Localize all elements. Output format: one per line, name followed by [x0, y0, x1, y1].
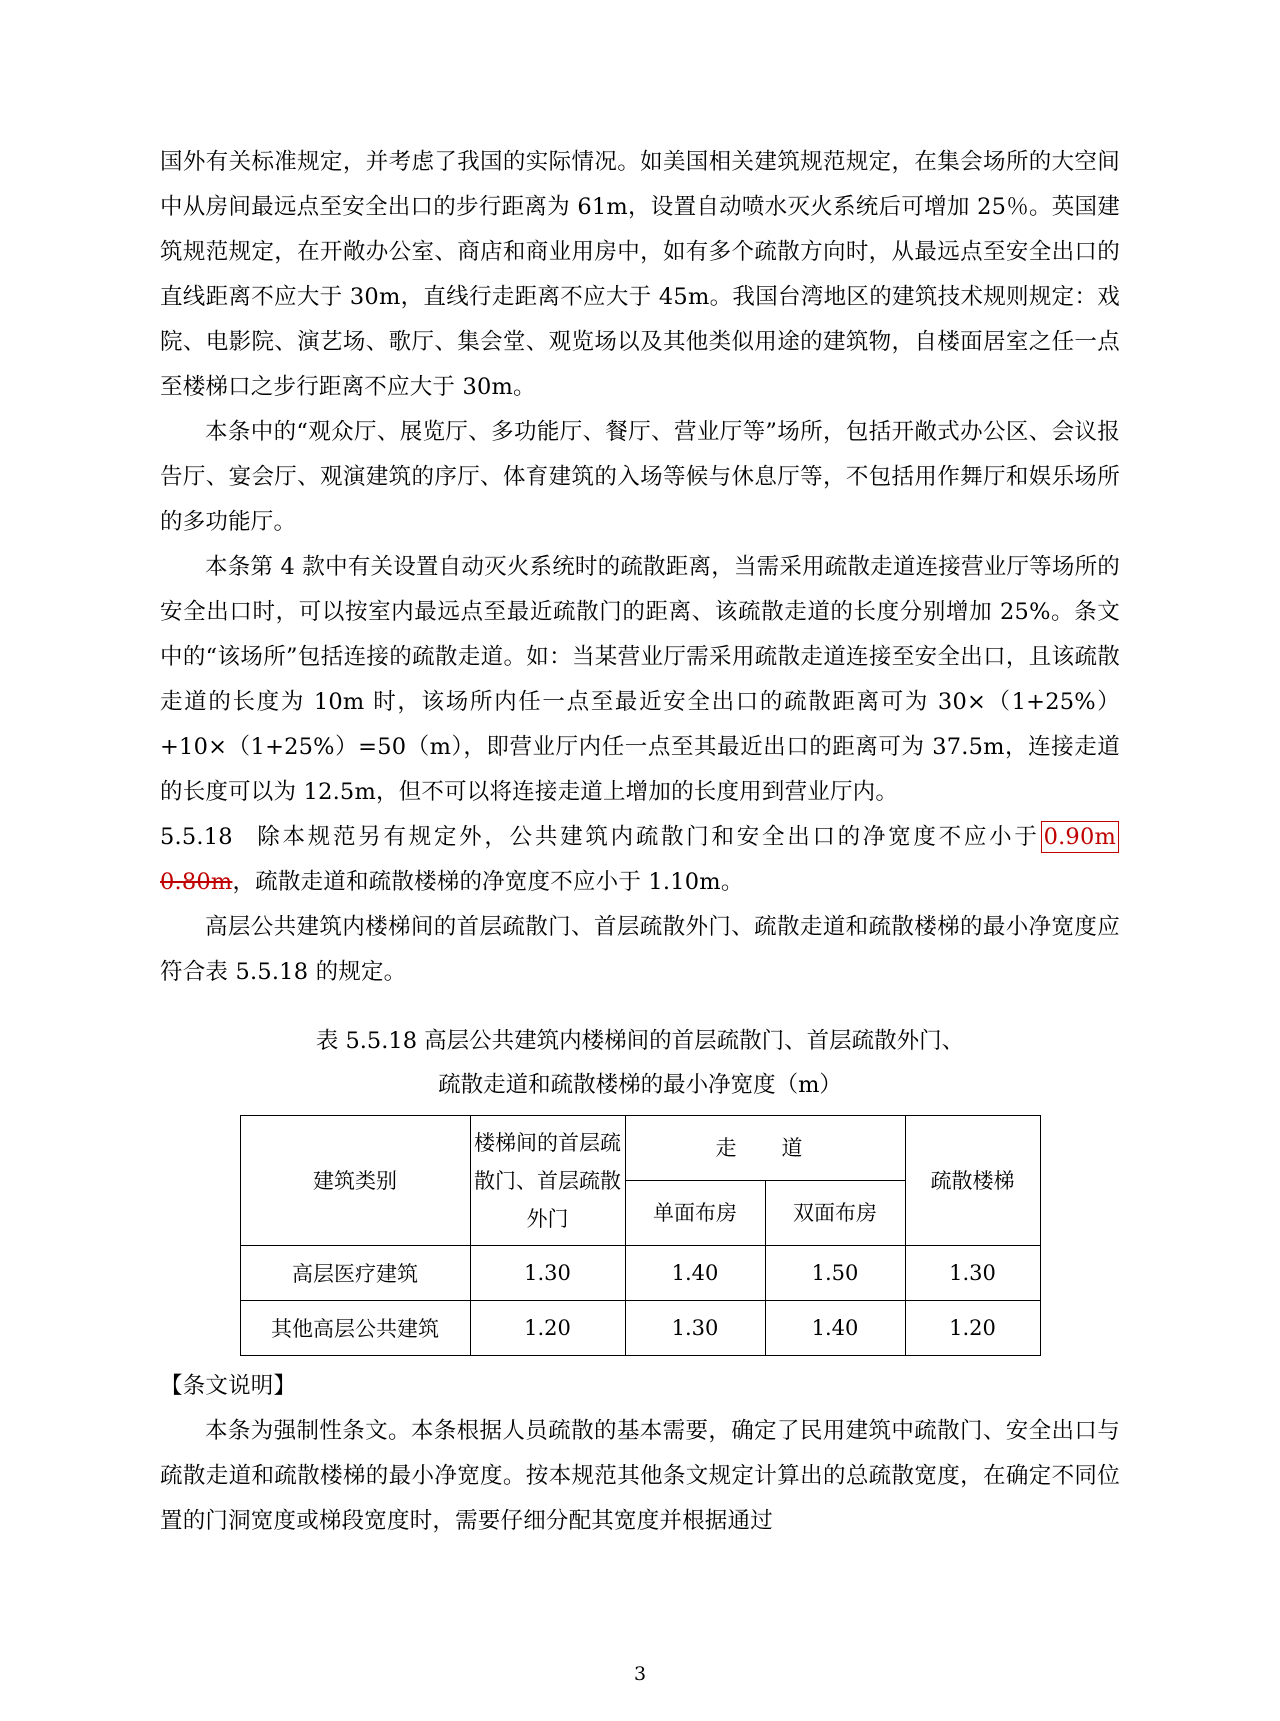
table-header-row-1: [240, 1116, 1040, 1181]
table-row: [240, 1301, 1040, 1356]
clause-5-5-18: [160, 815, 1120, 905]
row-value: 1.40: [765, 1301, 905, 1356]
clause-revised-value: 0.90m: [1041, 821, 1119, 853]
paragraph-1: 国外有关标准规定，并考虑了我国的实际情况。如美国相关建筑规范规定，在集会场所的大空间中从房间最远点至安全出口的步行距离为 61m，设置自动喷水灭火系统后可增加 25％。英国建筑规范规定，在开敞办公室、商店和商业用房中，如有多个疏散方向时，从最远点至安全出口的直线距离不应大于 30m，直线行走距离不应大于 45m。我国台湾地区的建筑技术规则规定：戏院、电影院、演艺场、歌厅、集会堂、观览场以及其他类似用途的建筑物，自楼面居室之任一点至楼梯口之步行距离不应大于 30m。: [160, 149, 1120, 400]
paragraph-2: 本条中的“观众厅、展览厅、多功能厅、餐厅、营业厅等”场所，包括开敞式办公区、会议报告厅、宴会厅、观演建筑的序厅、体育建筑的入场等候与休息厅等，不包括用作舞厅和娱乐场所的多功能厅。: [160, 419, 1120, 535]
table-title-line-2: 疏散走道和疏散楼梯的最小净宽度（m）: [438, 1072, 842, 1098]
header-single-side-rooms: 单面布房: [625, 1181, 765, 1246]
clause-text-before: 除本规范另有规定外，公共建筑内疏散门和安全出口的净宽度不应小于: [254, 824, 1040, 850]
row-value: 1.30: [470, 1246, 625, 1301]
header-double-side-rooms: 双面布房: [765, 1181, 905, 1246]
paragraph-3: 本条第 4 款中有关设置自动灭火系统时的疏散距离，当需采用疏散走道连接营业厅等场所的安全出口时，可以按室内最远点至最近疏散门的距离、该疏散走道的长度分别增加 25%。条文中的“该场所”包括连接的疏散走道。如：当某营业厅需采用疏散走道连接至安全出口，且该疏散走道的长度为 10m 时，该场所内任一点至最近安全出口的疏散距离可为 30×（1+25%）+10×（1+25%）=50（m），即营业厅内任一点至其最近出口的距离可为 37.5m，连接走道的长度可以为 12.5m，但不可以将连接走道上增加的长度用到营业厅内。: [160, 554, 1120, 805]
minimum-net-width-table: [240, 1115, 1041, 1356]
row-category: 其他高层公共建筑: [240, 1301, 470, 1356]
row-category: 高层医疗建筑: [240, 1246, 470, 1301]
note-heading: 【条文说明】: [160, 1373, 297, 1399]
clause-text-after: ，疏散走道和疏散楼梯的净宽度不应小于 1.10m。: [232, 869, 744, 895]
header-corridor-group: 走 道: [625, 1116, 905, 1181]
row-value: 1.30: [905, 1246, 1040, 1301]
header-evacuation-stairs: 疏散楼梯: [905, 1116, 1040, 1246]
table-title-line-1: 表 5.5.18 高层公共建筑内楼梯间的首层疏散门、首层疏散外门、: [315, 1028, 965, 1054]
row-value: 1.30: [625, 1301, 765, 1356]
page-number: 3: [633, 1663, 647, 1685]
table-row: [240, 1246, 1040, 1301]
row-value: 1.20: [470, 1301, 625, 1356]
paragraph-after-clause: 高层公共建筑内楼梯间的首层疏散门、首层疏散外门、疏散走道和疏散楼梯的最小净宽度应符合表 5.5.18 的规定。: [160, 914, 1120, 985]
row-value: 1.50: [765, 1246, 905, 1301]
row-value: 1.40: [625, 1246, 765, 1301]
header-building-category: 建筑类别: [240, 1116, 470, 1246]
clause-struck-value: 0.80m: [160, 869, 233, 895]
clause-number: 5.5.18: [160, 824, 233, 850]
row-value: 1.20: [905, 1301, 1040, 1356]
document-body: [160, 140, 1120, 995]
note-section: [160, 1364, 1120, 1544]
header-first-floor-doors: 楼梯间的首层疏散门、首层疏散外门: [470, 1116, 625, 1246]
note-paragraph: 本条为强制性条文。本条根据人员疏散的基本需要，确定了民用建筑中疏散门、安全出口与疏散走道和疏散楼梯的最小净宽度。按本规范其他条文规定计算出的总疏散宽度，在确定不同位置的门洞宽度或梯段宽度时，需要仔细分配其宽度并根据通过: [160, 1418, 1120, 1534]
